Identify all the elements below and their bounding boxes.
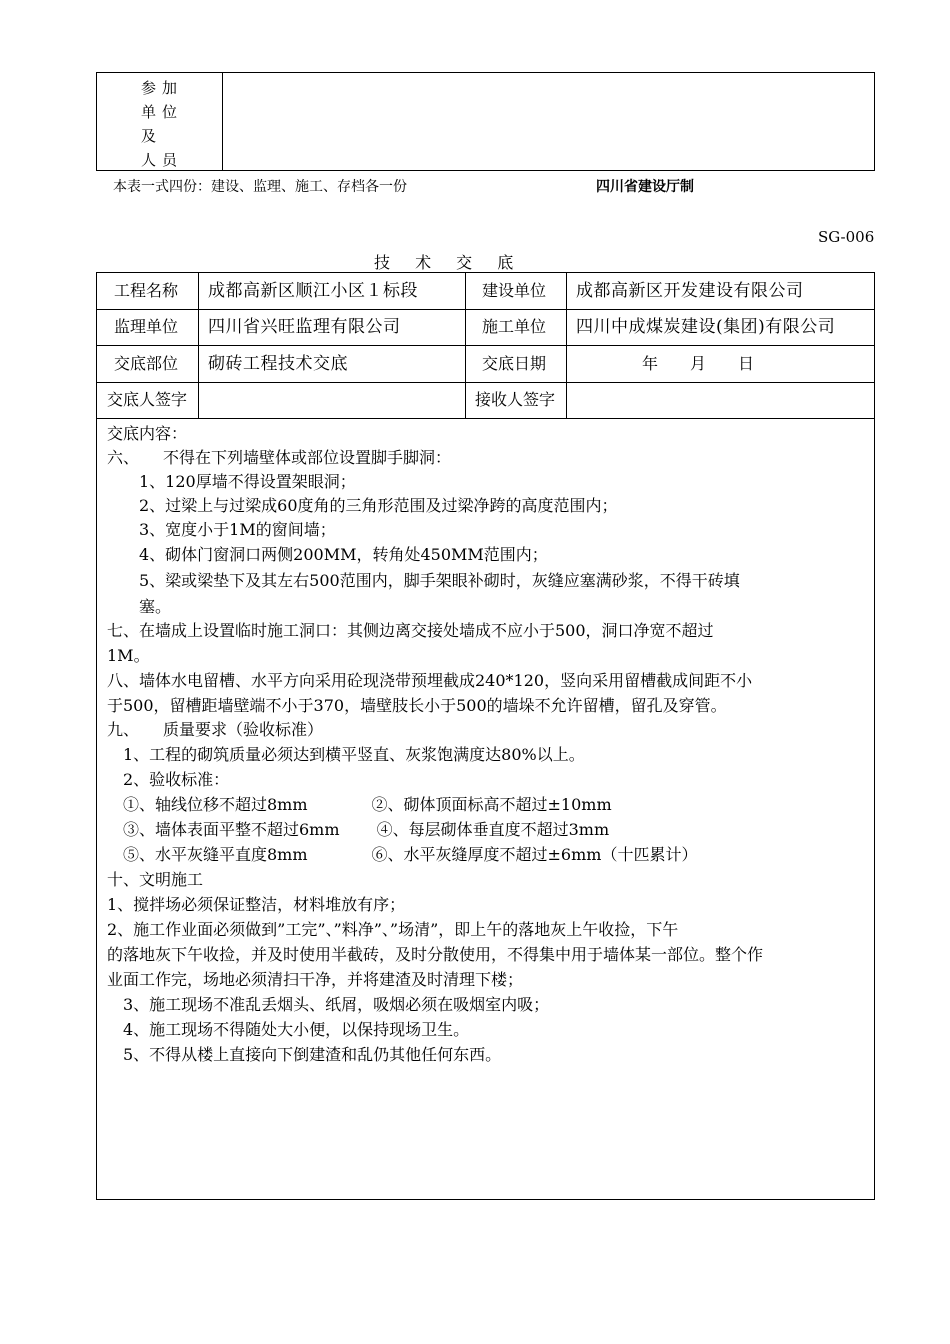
participants-box	[96, 72, 875, 171]
content-line: 塞。	[107, 597, 172, 616]
col-divider	[198, 273, 199, 419]
content-line: 七、在墙成上设置临时施工洞口：其侧边离交接处墙成不应小于500，洞口净宽不超过	[107, 621, 714, 640]
form-code: SG-006	[818, 228, 875, 246]
content-line: ①、轴线位移不超过8mm ②、砌体顶面标高不超过±10mm	[107, 795, 612, 814]
content-line: 4、砌体门窗洞口两侧200MM，转角处450MM范围内；	[107, 545, 548, 564]
col-divider	[566, 273, 567, 419]
participants-label-line-1: 参加	[141, 79, 184, 97]
participants-label-line-4: 人员	[141, 151, 184, 169]
client-label: 建设单位	[482, 281, 547, 300]
content-line: 3、施工现场不准乱丢烟头、纸屑，吸烟必须在吸烟室内吸；	[107, 995, 550, 1014]
copies-note: 本表一式四份：建设、监理、施工、存档各一份	[113, 179, 407, 195]
content-line: 2、施工作业面必须做到”工完”、”料净”、”场清”，即上午的落地灰上午收捡，下午	[107, 920, 679, 939]
project-name-value: 成都高新区顺江小区１标段	[208, 281, 418, 301]
disclosure-table	[96, 272, 875, 1200]
content-heading: 交底内容：	[107, 424, 188, 443]
client-value: 成都高新区开发建设有限公司	[576, 281, 804, 301]
content-line: 1、工程的砌筑质量必须达到横平竖直、灰浆饱满度达80%以上。	[107, 745, 585, 764]
content-line: 1M。	[107, 646, 150, 665]
part-label: 交底部位	[114, 354, 179, 373]
content-line: ③、墙体表面平整不超过6mm ④、每层砌体垂直度不超过3mm	[107, 820, 610, 839]
content-line: 九、 质量要求（验收标准）	[107, 720, 324, 739]
supervisor-label: 监理单位	[114, 317, 179, 336]
content-line: 1、120厚墙不得设置架眼洞；	[107, 472, 356, 491]
content-line: ⑤、水平灰缝平直度8mm ⑥、水平灰缝厚度不超过±6mm（十匹累计）	[107, 845, 698, 864]
content-line: 的落地灰下午收捡，并及时使用半截砖，及时分散使用，不得集中用于墙体某一部位。整个作	[107, 945, 764, 964]
content-line: 5、不得从楼上直接向下倒建渣和乱仍其他任何东西。	[107, 1045, 502, 1064]
receiver-sign-label: 接收人签字	[475, 390, 556, 409]
participants-divider	[222, 73, 223, 170]
content-line: 业面工作完，场地必须清扫干净，并将建渣及时清理下楼；	[107, 970, 524, 989]
content-line: 八、墙体水电留槽、水平方向采用砼现浇带预埋截成240*120，竖向采用留槽截成间距不小	[107, 671, 753, 690]
content-line: 于500，留槽距墙壁端不小于370，墙壁肢长小于500的墙垛不允许留槽，留孔及穿管。	[107, 696, 727, 715]
row-divider	[97, 418, 874, 419]
project-name-label: 工程名称	[114, 281, 179, 300]
form-title: 技 术 交 底	[374, 253, 524, 272]
giver-sign-label: 交底人签字	[107, 390, 188, 409]
contractor-label: 施工单位	[482, 317, 547, 336]
issuer-note: 四川省建设厅制	[596, 179, 694, 195]
supervisor-value: 四川省兴旺监理有限公司	[208, 317, 401, 337]
row-divider	[97, 345, 874, 346]
date-label: 交底日期	[482, 354, 547, 373]
content-line: 3、宽度小于1M的窗间墙；	[107, 520, 336, 539]
content-line: 2、过梁上与过梁成60度角的三角形范围及过梁净跨的高度范围内；	[107, 496, 618, 515]
content-line: 六、 不得在下列墙壁体或部位设置脚手脚洞：	[107, 448, 452, 467]
content-line: 4、施工现场不得随处大小便，以保持现场卫生。	[107, 1020, 470, 1039]
col-divider	[465, 273, 466, 419]
content-line: 5、梁或梁垫下及其左右500范围内，脚手架眼补砌时，灰缝应塞满砂浆，不得干砖填	[107, 571, 740, 590]
content-line: 1、搅拌场必须保证整洁，材料堆放有序；	[107, 895, 406, 914]
content-line: 十、文明施工	[107, 870, 204, 889]
row-divider	[97, 309, 874, 310]
part-value: 砌砖工程技术交底	[208, 354, 348, 374]
contractor-value: 四川中成煤炭建设(集团)有限公司	[576, 317, 836, 337]
participants-label-line-3: 及	[141, 127, 163, 145]
content-line: 2、验收标准：	[107, 770, 230, 789]
participants-label-line-2: 单位	[141, 103, 184, 121]
row-divider	[97, 382, 874, 383]
date-value: 年 月 日	[642, 354, 755, 373]
